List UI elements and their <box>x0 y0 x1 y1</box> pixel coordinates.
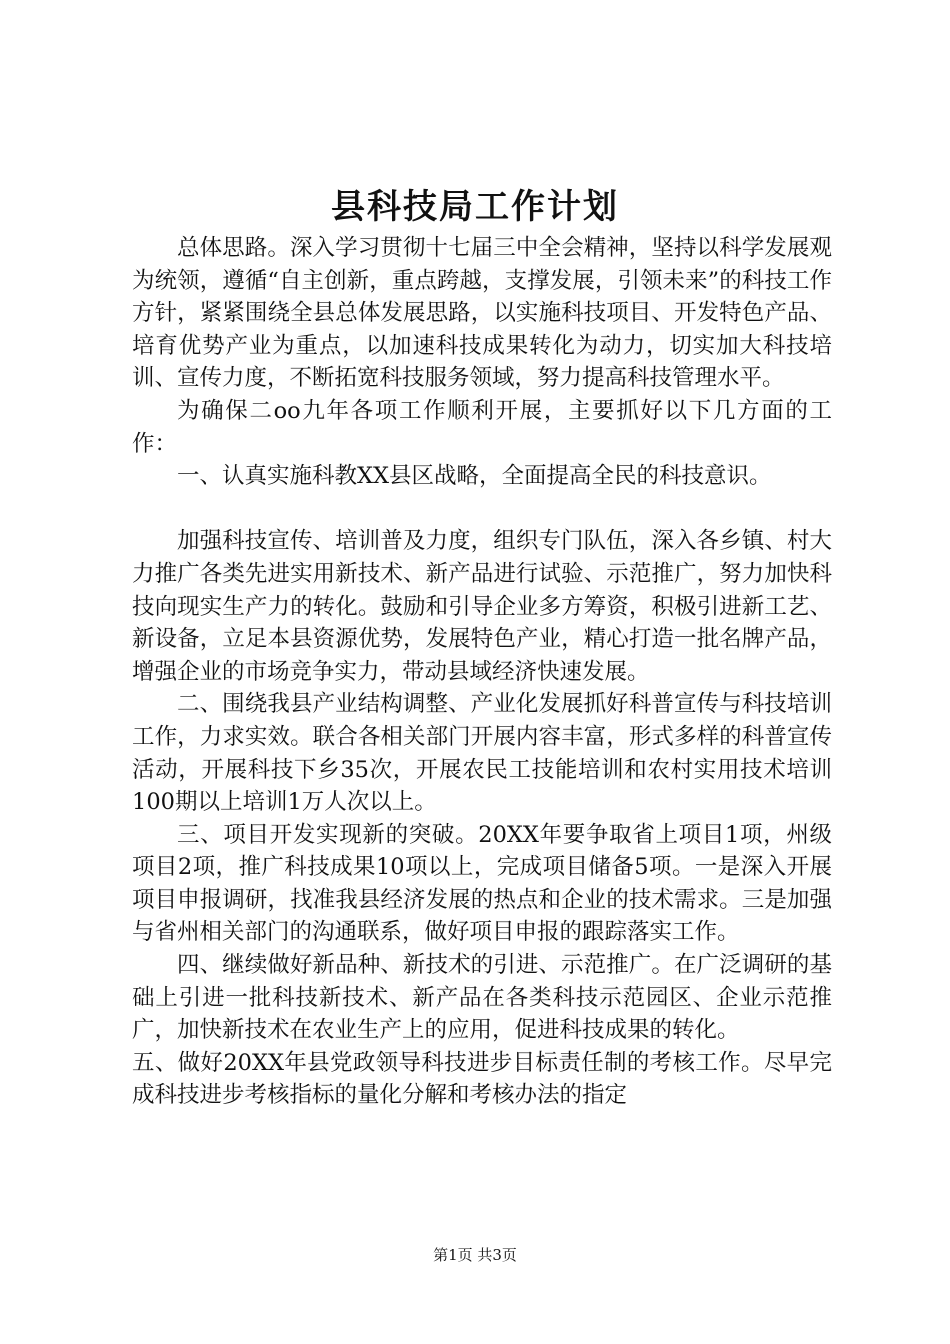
paragraph-section-2: 二、围绕我县产业结构调整、产业化发展抓好科普宣传与科技培训工作，力求实效。联合各相关部门开展内容丰富，形式多样的科普宣传活动，开展科技下乡35次，开展农民工技能培训和农村实用技术培训100期以上培训1万人次以上。 <box>132 691 832 816</box>
document-body <box>132 232 832 1112</box>
page-number-footer: 第1页 共3页 <box>433 1246 517 1264</box>
paragraph-section-4: 四、继续做好新品种、新技术的引进、示范推广。在广泛调研的基础上引进一批科技新技术、新产品在各类科技示范园区、企业示范推广，加快新技术在农业生产上的应用，促进科技成果的转化。 <box>132 952 832 1044</box>
paragraph-section-1-heading: 一、认真实施科教XX县区战略，全面提高全民的科技意识。 <box>177 463 772 490</box>
document-title: 县科技局工作计划 <box>331 187 619 227</box>
paragraph-section-5: 五、做好20XX年县党政领导科技进步目标责任制的考核工作。尽早完成科技进步考核指标的量化分解和考核办法的指定 <box>132 1049 832 1109</box>
paragraph-intro: 为确保二oo九年各项工作顺利开展，主要抓好以下几方面的工作： <box>132 397 832 457</box>
paragraph-section-1-body: 加强科技宣传、培训普及力度，组织专门队伍，深入各乡镇、村大力推广各类先进实用新技术、新产品进行试验、示范推广，努力加快科技向现实生产力的转化。鼓励和引导企业多方筹资，积极引进新工艺、新设备，立足本县资源优势，发展特色产业，精心打造一批名牌产品，增强企业的市场竞争实力，带动县域经济快速发展。 <box>132 528 832 685</box>
paragraph-overall-approach: 总体思路。深入学习贯彻十七届三中全会精神，坚持以科学发展观为统领，遵循“自主创新，重点跨越，支撑发展，引领未来”的科技工作方针，紧紧围绕全县总体发展思路，以实施科技项目、开发特色产品、培育优势产业为重点，以加速科技成果转化为动力，切实加大科技培训、宣传力度，不断拓宽科技服务领域，努力提高科技管理水平。 <box>132 235 832 392</box>
paragraph-section-3: 三、项目开发实现新的突破。20XX年要争取省上项目1项，州级项目2项，推广科技成果10项以上，完成项目储备5项。一是深入开展项目申报调研，找准我县经济发展的热点和企业的技术需求。三是加强与省州相关部门的沟通联系，做好项目申报的跟踪落实工作。 <box>132 821 832 946</box>
